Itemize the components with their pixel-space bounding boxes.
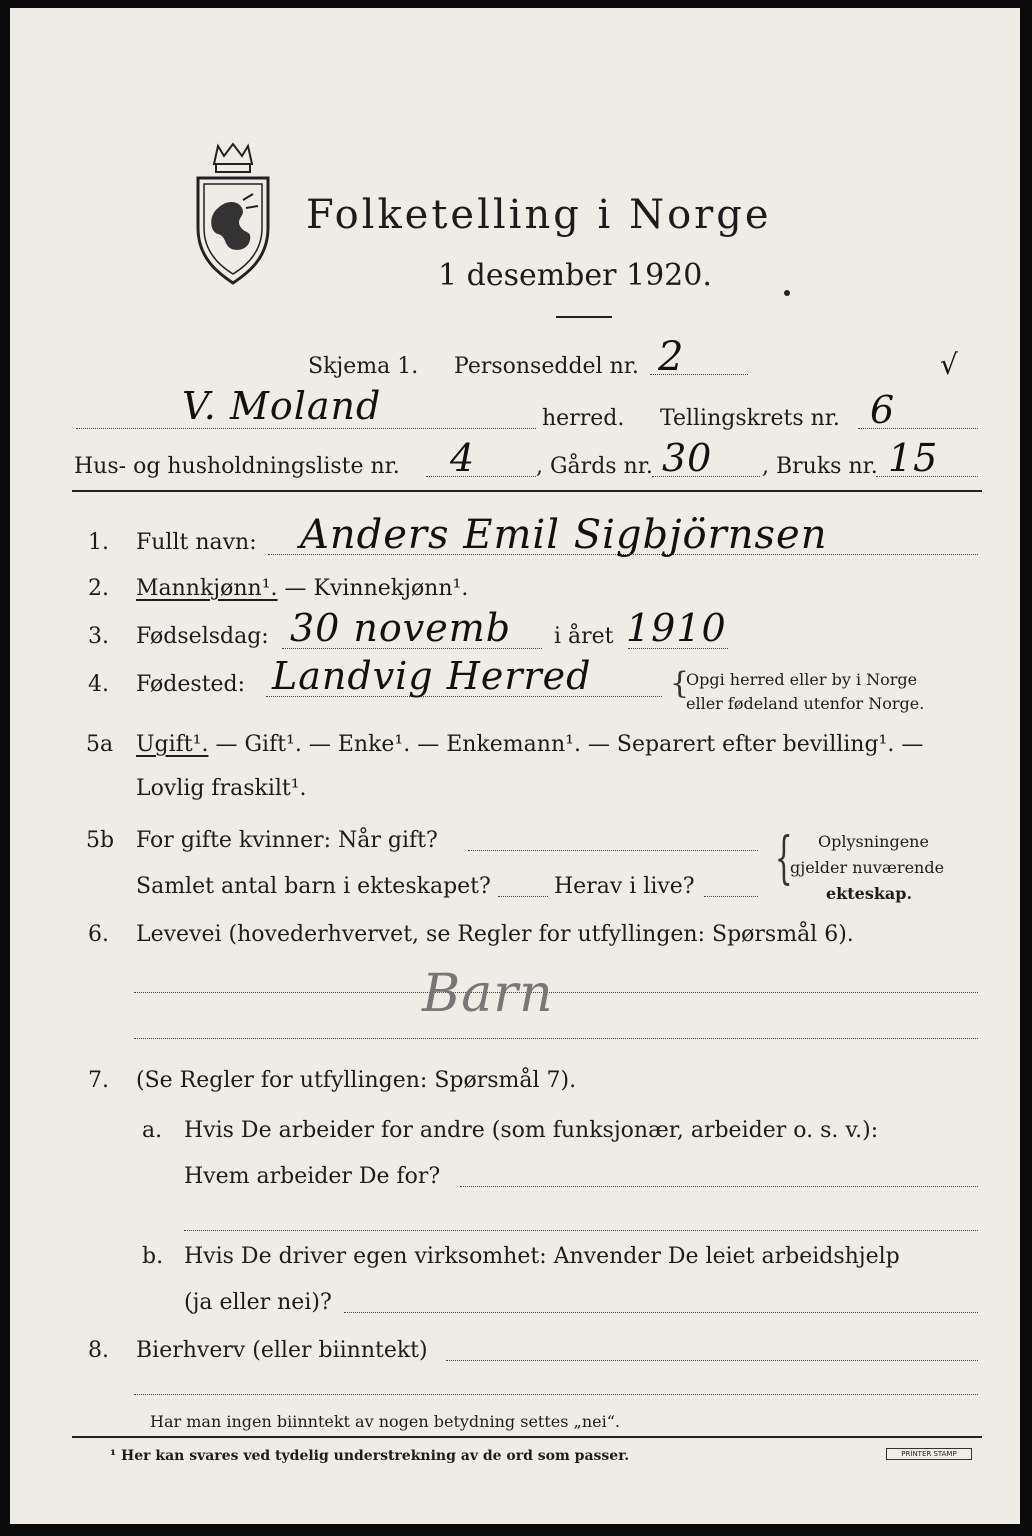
gards-value: 30 <box>662 436 713 480</box>
full-name-value: Anders Emil Sigbjörnsen <box>300 512 828 558</box>
q5b-note-3: ekteskap. <box>826 884 913 903</box>
q7a-label: Hvis De arbeider for andre (som funksjonær, arbeider o. s. v.): <box>184 1118 879 1143</box>
q4-number: 4. <box>88 672 109 697</box>
hus-value: 4 <box>450 436 476 480</box>
children-count-field[interactable] <box>498 896 548 897</box>
q3-number: 3. <box>88 624 109 649</box>
q7b-label: Hvis De driver egen virksomhet: Anvender De leiet arbeidshjelp <box>184 1244 900 1269</box>
hus-label: Hus- og husholdningsliste nr. <box>74 454 400 479</box>
q2-number: 2. <box>88 576 109 601</box>
side-income-field-1[interactable] <box>446 1360 978 1361</box>
census-date: 1 desember 1920. <box>438 258 712 293</box>
q7-number: 7. <box>88 1068 109 1093</box>
employer-field-2[interactable] <box>184 1230 978 1231</box>
sex-separator: — <box>277 576 314 601</box>
q6-label: Levevei (hovederhvervet, se Regler for utfyllingen: Spørsmål 6). <box>136 922 854 947</box>
census-form <box>10 8 1020 1524</box>
employer-field-1[interactable] <box>460 1186 978 1187</box>
bruks-label: , Bruks nr. <box>762 454 878 479</box>
q5a-number: 5a <box>86 732 114 757</box>
personseddel-label: Personseddel nr. <box>454 354 639 379</box>
birthday-value: 30 novemb <box>290 606 512 650</box>
q1-label: Fullt navn: <box>136 530 257 555</box>
male-option[interactable]: Mannkjønn¹. <box>136 576 278 601</box>
q8-number: 8. <box>88 1338 109 1363</box>
q5b-label-3: Herav i live? <box>554 874 695 899</box>
bruks-value: 15 <box>888 436 939 480</box>
q1-number: 1. <box>88 530 109 555</box>
q7b-letter: b. <box>142 1244 164 1269</box>
tellingskrets-label: Tellingskrets nr. <box>660 406 840 431</box>
q7b-label-2: (ja eller nei)? <box>184 1290 332 1315</box>
q5b-label-2: Samlet antal barn i ekteskapet? <box>136 874 491 899</box>
printer-stamp: PRINTER STAMP <box>886 1448 972 1460</box>
herred-label: herred. <box>542 406 625 431</box>
header-separator <box>72 490 982 492</box>
birth-year-value: 1910 <box>626 606 727 650</box>
check-mark: √ <box>940 348 959 381</box>
q3-year-label: i året <box>554 624 614 649</box>
herred-value: V. Moland <box>182 384 382 428</box>
ugift-option[interactable]: Ugift¹. <box>136 732 209 757</box>
q5b-note-2: gjelder nuværende <box>790 858 945 877</box>
form-title: Folketelling i Norge <box>306 192 772 238</box>
lovlig-fraskilt-option[interactable]: Lovlig fraskilt¹. <box>136 776 307 801</box>
q7a-letter: a. <box>142 1118 163 1143</box>
birthplace-value: Landvig Herred <box>272 654 592 698</box>
occupation-field-1[interactable] <box>134 992 978 993</box>
sex-line <box>136 576 468 601</box>
q8-label: Bierhverv (eller biinntekt) <box>136 1338 428 1363</box>
marital-other-options[interactable]: — Gift¹. — Enke¹. — Enkemann¹. — Separert efter bevilling¹. — <box>208 732 924 757</box>
married-when-field[interactable] <box>468 850 758 851</box>
q5b-number: 5b <box>86 828 115 853</box>
schema-label: Skjema 1. <box>308 354 419 379</box>
q5b-brace: { <box>774 826 793 891</box>
q4-label: Fødested: <box>136 672 246 697</box>
norwegian-lion-coat-of-arms-icon <box>188 138 278 288</box>
q4-brace: { <box>670 666 690 701</box>
herred-field[interactable] <box>76 428 536 429</box>
footer-note: Har man ingen biinntekt av nogen betydning settes „nei“. <box>150 1412 620 1431</box>
q7a-label-2: Hvem arbeider De for? <box>184 1164 441 1189</box>
marital-line <box>136 732 923 757</box>
title-divider <box>556 316 612 318</box>
q3-label: Fødselsdag: <box>136 624 269 649</box>
q7-label: (Se Regler for utfyllingen: Spørsmål 7). <box>136 1068 577 1093</box>
footnote: ¹ Her kan svares ved tydelig understrekning av de ord som passer. <box>110 1448 630 1464</box>
q4-note-1: Opgi herred eller by i Norge <box>686 670 918 689</box>
dot-mark <box>784 290 790 296</box>
footer-separator <box>72 1436 982 1438</box>
q6-number: 6. <box>88 922 109 947</box>
occupation-value: Barn <box>422 964 554 1024</box>
q5b-note-1: Oplysningene <box>818 832 929 851</box>
occupation-field-2[interactable] <box>134 1038 978 1039</box>
children-alive-field[interactable] <box>704 896 758 897</box>
personseddel-value: 2 <box>658 334 685 380</box>
q5b-label-1: For gifte kvinner: Når gift? <box>136 828 438 853</box>
q4-note-2: eller fødeland utenfor Norge. <box>686 694 925 713</box>
hired-help-field[interactable] <box>344 1312 978 1313</box>
hus-field[interactable] <box>426 476 536 477</box>
gards-label: , Gårds nr. <box>536 454 653 479</box>
side-income-field-2[interactable] <box>134 1394 978 1395</box>
tellingskrets-value: 6 <box>870 388 896 432</box>
female-option[interactable]: Kvinnekjønn¹. <box>313 576 469 601</box>
